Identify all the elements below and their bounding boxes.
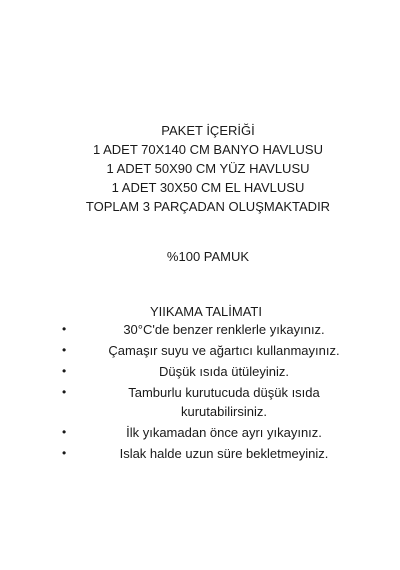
package-contents [8, 121, 400, 216]
care-instruction-text: Tamburlu kurutucuda düşük ısıda kurutabilirsiniz. [128, 385, 320, 419]
list-item [0, 362, 400, 381]
package-heading: PAKET İÇERİĞİ [161, 123, 255, 138]
care-instruction-text: Çamaşır suyu ve ağartıcı kullanmayınız. [108, 343, 340, 358]
material-info [8, 247, 400, 266]
bullet-icon: • [62, 425, 67, 439]
list-item [0, 423, 400, 442]
package-line-bath-towel: 1 ADET 70X140 CM BANYO HAVLUSU [92, 142, 323, 157]
care-instruction-text: Düşük ısıda ütüleyiniz. [158, 364, 290, 379]
bullet-icon: • [62, 364, 67, 378]
bullet-icon: • [62, 343, 67, 357]
list-item [0, 320, 400, 339]
list-item [0, 341, 400, 360]
care-instruction-text: İlk yıkamadan önce ayrı yıkayınız. [126, 425, 322, 440]
care-instruction-text: 30°C'de benzer renklerle yıkayınız. [123, 322, 325, 337]
washing-instructions-list [0, 320, 400, 465]
material-text: %100 PAMUK [166, 249, 250, 264]
bullet-icon: • [62, 385, 67, 399]
package-line-face-towel: 1 ADET 50X90 CM YÜZ HAVLUSU [106, 161, 310, 176]
care-instruction-text: Islak halde uzun süre bekletmeyiniz. [119, 446, 329, 461]
package-line-total: TOPLAM 3 PARÇADAN OLUŞMAKTADIR [85, 199, 331, 214]
washing-instructions-title: YIIKAMA TALİMATI [150, 304, 262, 319]
list-item [0, 383, 400, 421]
list-item [0, 444, 400, 463]
package-line-hand-towel: 1 ADET 30X50 CM EL HAVLUSU [111, 180, 305, 195]
bullet-icon: • [62, 322, 67, 336]
bullet-icon: • [62, 446, 67, 460]
